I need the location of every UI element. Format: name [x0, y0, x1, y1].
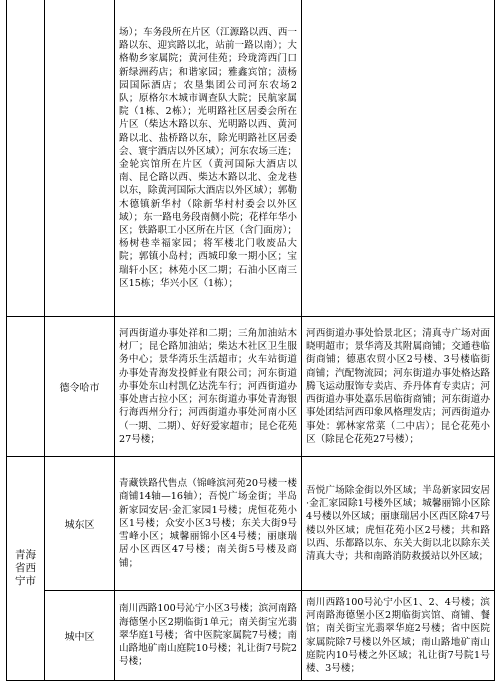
high-risk-area-cell: 场）；车务段所在片区（江源路以西、西一路以东、迎宾路以北，站前一路以南）；大格勒乡家属院；黄河佳苑；玲珑湾西门口新绿洲药店；和谐家园；雅鑫宾馆；渍杨园国际酒店；农垦集团公司河东农场2队；原格尔木城市调查队大院；民航家属院（1栋、2栋）；光明路社区居委会所在片区（柴达木路以东、光明路以西、黄河路以北、盐桥路以东，除光明路社区居委会、寰宇酒店以外区域）；河东农场三连；金轮宾馆所在片区（黄河国际大酒店以南、昆仑路以西、柴达木路以北、金龙巷以东，除黄河国际大酒店以外区域）；郭勒木德镇新华村（除新华村村委会以外区域）；东一路电务段南侧小院；花样年华小区；铁路职工小区所在片区（含门面房）；杨树巷幸福家园；将军楼北门收废品大院；郭镇小岛村；西城印象一期小区；宝瑞轩小区；林苑小区二期；石油小区南三区15栋；华兴小区（1栋）； [115, 0, 302, 317]
zone-table [6, 0, 495, 681]
high-risk-area-cell: 河西街道办事处祥和二期；三角加油站木材厂；昆仑路加油站；柴达木社区卫生服务中心；景华湾乐生活超市；火车站街道办事处青海发投鲜业有限公司；河东街道办事处东山村凯亿达洗车行；河西街道办事处唐古拉小区；河东街道办事处青海银行海西州分行；河西街道办事处河南小区（一期、二期）、好好爱家超市；昆仑花苑27号楼； [115, 317, 302, 457]
district-cell: 城东区 [45, 457, 115, 591]
high-risk-area-cell: 青藏铁路代售点（锦峰滨河苑20号楼一楼商铺14轴—16轴）；吾悦广场金街；半岛新家园安居·金汇家园1号楼；虎恒花苑小区1号楼；众安小区3号楼；东关大街9号雪峰小区；城馨丽锦小区4号楼；丽康瑞居小区西区47号楼；南关街5号楼及商铺； [115, 457, 302, 591]
table-row [7, 317, 495, 457]
district-cell: 城中区 [45, 591, 115, 681]
region-cell: 青海省西宁市 [7, 457, 45, 681]
mid-risk-area-cell: 南川西路100号沁宁小区1、2、4号楼；滨河南路海德堡小区2期临街宾馆、商铺、餐馆；南关街宝光翡翠华庭2号楼；省中医院家属院除7号楼以外区域；南山路地矿南山庭院内10号楼之外区域；礼让街7号院1号楼、3号楼； [302, 591, 495, 681]
region-cell [7, 0, 45, 317]
mid-risk-area-cell: 河西街道办事处恰景北区；清真寺广场对面晓明超市；景华湾及其附属商铺；交通巷临街商铺；德惠农贸小区2号楼、3号楼临街商铺；汽配物流园；河东街道办事处格达路腾飞运动服饰专卖店、乔丹体育专卖店；河西街道办事处嘉乐居临街商铺；河东街道办事处团结河西印象风格理发店；河西街道办事处：郭林家常菜（二中店）；昆仑花苑小区（除昆仑花苑27号楼）； [302, 317, 495, 457]
table-row [7, 457, 495, 591]
mid-risk-area-cell [302, 0, 495, 317]
mid-risk-area-cell: 吾悦广场除金街以外区域；半岛新家园安居·金汇家园除1号楼外区域；城馨丽锦小区除4号楼以外区域；丽康瑞居小区西区除47号楼以外区域；虎恒花苑小区2号楼；共和路以西、乐都路以东、东关大街以北以除东关清真大寺；共和南路消防救援站以外区域； [302, 457, 495, 591]
table-row [7, 0, 495, 317]
district-cell [45, 0, 115, 317]
region-cell [7, 317, 45, 457]
district-cell: 德令哈市 [45, 317, 115, 457]
table-row [7, 591, 495, 681]
high-risk-area-cell: 南川西路100号沁宁小区3号楼；滨河南路海德堡小区2期临街1单元；南关街宝光翡翠华庭1号楼；省中医院家属院7号楼；南山路地矿南山庭院10号楼；礼让街7号院2号楼； [115, 591, 302, 681]
